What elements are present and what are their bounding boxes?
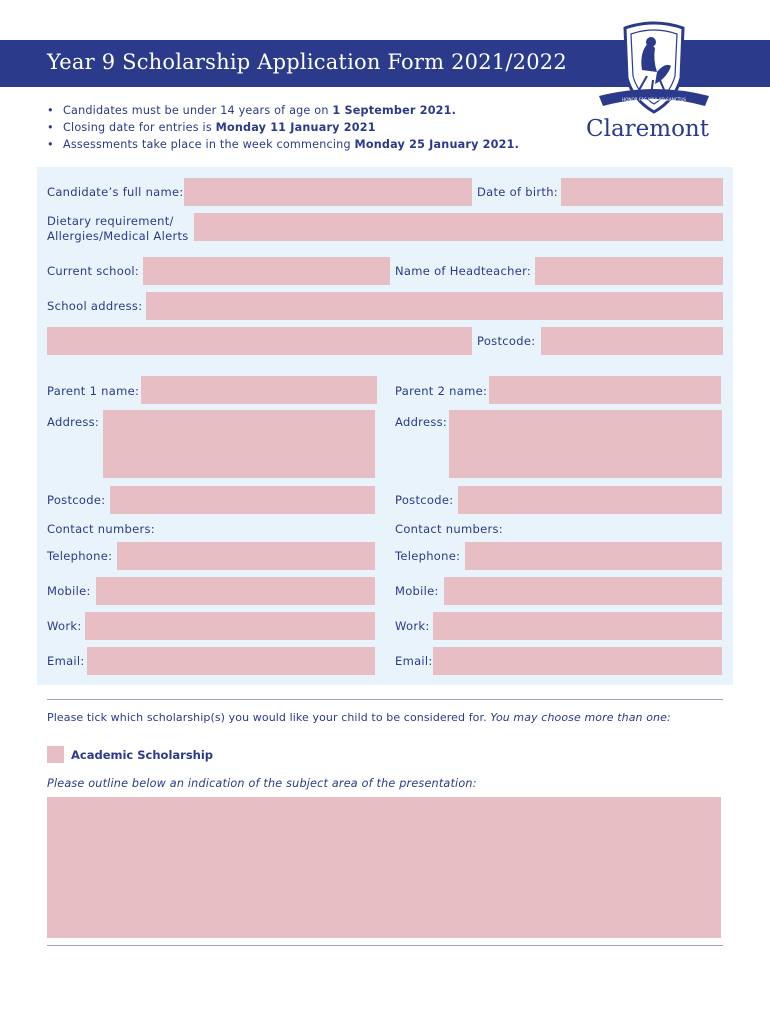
- parent2-postcode-label: Postcode:: [395, 493, 454, 507]
- dietary-field[interactable]: [194, 213, 723, 241]
- parent2-name-field[interactable]: [489, 376, 721, 404]
- section-divider: [47, 699, 723, 700]
- parent1-email-field[interactable]: [87, 647, 375, 675]
- scholarship-prompt: Please tick which scholarship(s) you would like your child to be considered for. You may choose more than one:: [47, 711, 671, 724]
- parent1-telephone-field[interactable]: [117, 542, 375, 570]
- parent2-telephone-field[interactable]: [465, 542, 722, 570]
- parent2-address-label: Address:: [395, 415, 448, 429]
- dob-field[interactable]: [561, 178, 723, 206]
- dob-label: Date of birth:: [477, 185, 558, 199]
- parent1-postcode-field[interactable]: [110, 486, 375, 514]
- allergies-label: Allergies/Medical Alerts: [47, 229, 189, 243]
- parent1-contact-label: Contact numbers:: [47, 522, 155, 536]
- school-address-line2-field[interactable]: [47, 327, 472, 355]
- headteacher-label: Name of Headteacher:: [395, 264, 532, 278]
- parent1-postcode-label: Postcode:: [47, 493, 106, 507]
- note-item: • Candidates must be under 14 years of age on 1 September 2021.: [47, 104, 457, 117]
- parent1-email-label: Email:: [47, 654, 85, 668]
- parent2-address-field[interactable]: [449, 410, 722, 478]
- school-postcode-field[interactable]: [541, 327, 723, 355]
- candidate-name-field[interactable]: [184, 178, 472, 206]
- parent2-work-field[interactable]: [433, 612, 722, 640]
- school-address-field[interactable]: [146, 292, 723, 320]
- brand-name: Claremont: [586, 116, 709, 142]
- subject-outline-textarea[interactable]: [47, 797, 721, 938]
- parent1-work-field[interactable]: [85, 612, 375, 640]
- page-title: Year 9 Scholarship Application Form 2021/2022: [47, 50, 567, 74]
- parent2-work-label: Work:: [395, 619, 430, 633]
- parent1-address-label: Address:: [47, 415, 100, 429]
- note-item: • Assessments take place in the week commencing Monday 25 January 2021.: [47, 138, 520, 151]
- parent1-work-label: Work:: [47, 619, 82, 633]
- parent2-telephone-label: Telephone:: [395, 549, 461, 563]
- current-school-field[interactable]: [143, 257, 390, 285]
- parent2-mobile-label: Mobile:: [395, 584, 439, 598]
- dietary-label: Dietary requirement/: [47, 214, 174, 228]
- note-item: • Closing date for entries is Monday 11 January 2021: [47, 121, 376, 134]
- eligibility-notes: [47, 102, 519, 153]
- parent1-name-label: Parent 1 name:: [47, 384, 140, 398]
- school-crest-logo: [595, 20, 713, 120]
- parent2-email-label: Email:: [395, 654, 433, 668]
- academic-scholarship-checkbox[interactable]: [47, 746, 64, 763]
- academic-scholarship-label: Academic Scholarship: [71, 748, 214, 762]
- school-address-label: School address:: [47, 299, 143, 313]
- parent2-email-field[interactable]: [433, 647, 722, 675]
- parent2-name-label: Parent 2 name:: [395, 384, 488, 398]
- crest-motto: HONOR FAC MIHI AD SANCTUS: [621, 97, 687, 102]
- parent2-contact-label: Contact numbers:: [395, 522, 503, 536]
- parent1-telephone-label: Telephone:: [47, 549, 113, 563]
- parent1-address-field[interactable]: [103, 410, 375, 478]
- parent1-mobile-field[interactable]: [96, 577, 375, 605]
- parent2-postcode-field[interactable]: [458, 486, 722, 514]
- candidate-name-label: Candidate’s full name:: [47, 185, 184, 199]
- school-postcode-label: Postcode:: [477, 334, 536, 348]
- outline-prompt: Please outline below an indication of the subject area of the presentation:: [47, 777, 477, 790]
- bottom-divider: [47, 945, 723, 946]
- current-school-label: Current school:: [47, 264, 140, 278]
- headteacher-field[interactable]: [535, 257, 723, 285]
- parent2-mobile-field[interactable]: [444, 577, 722, 605]
- parent1-mobile-label: Mobile:: [47, 584, 91, 598]
- parent1-name-field[interactable]: [141, 376, 377, 404]
